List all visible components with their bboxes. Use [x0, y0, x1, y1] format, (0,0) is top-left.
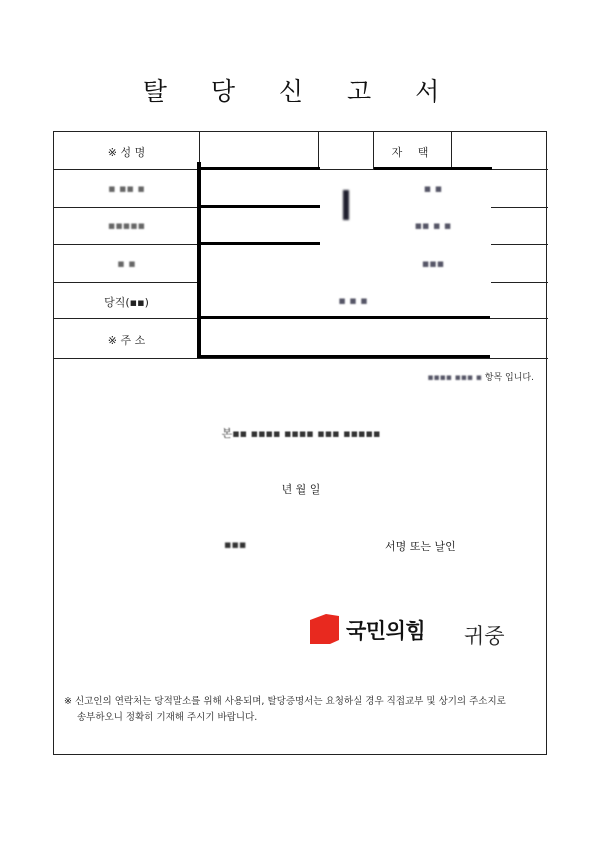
row-divider: [54, 244, 200, 245]
row-divider: [54, 282, 200, 283]
field-bar: [200, 167, 320, 170]
signer-name: ▪▪▪: [224, 538, 247, 551]
right-row4-label: ▪▪▪: [421, 257, 445, 270]
field-bar: [200, 316, 490, 319]
field-bar: [200, 355, 490, 358]
signature-label: 서명 또는 날인: [385, 540, 456, 553]
name-label: ※ 성 명: [107, 146, 146, 159]
withdrawal-statement: 본▪▪ ▪▪▪▪ ▪▪▪▪ ▪▪▪ ▪▪▪▪▪: [221, 427, 381, 440]
field-bar: [200, 205, 320, 208]
home-label: 자 택: [391, 146, 435, 159]
address-label: ※ 주 소: [107, 334, 146, 347]
document-title: 탈 당 신 고 서: [142, 77, 458, 106]
row-divider: [491, 244, 548, 245]
date-line: 년 월 일: [281, 483, 321, 496]
footer-note: ※ 신고인의 연락처는 당적말소를 위해 사용되며, 탈당증명서는 요청하실 경우 직접교부 및 상기의 주소지로 송부하오니 정확히 기재해 주시기 바랍니다.: [64, 696, 506, 723]
party-name: 국민의힘: [346, 619, 426, 643]
row4-label: ▪ ▪: [117, 257, 136, 270]
party-logo-icon: [306, 612, 342, 646]
row-divider: [491, 282, 548, 283]
right-row3-label: ▪▪ ▪ ▪: [414, 219, 452, 232]
withdrawal-form: [53, 131, 547, 755]
redacted-mark: [343, 190, 349, 220]
field-bar: [374, 167, 492, 170]
right-row5-label: ▪ ▪ ▪: [338, 294, 368, 307]
row-divider: [491, 207, 548, 208]
notice-line: ▪▪▪▪ ▪▪▪ ▪ 항목 입니다.: [427, 373, 534, 383]
party-position-label: 당직(▪▪): [104, 296, 149, 309]
row-divider: [54, 358, 548, 359]
field-bar: [200, 242, 320, 245]
row3-label: ▪▪▪▪▪: [107, 219, 146, 232]
right-row2-label: ▪ ▪: [423, 182, 443, 195]
recipient-suffix: 귀중: [464, 624, 505, 648]
row-divider: [54, 207, 200, 208]
column-divider: [318, 132, 319, 169]
row2-label: ▪ ▪▪ ▪: [108, 182, 145, 195]
